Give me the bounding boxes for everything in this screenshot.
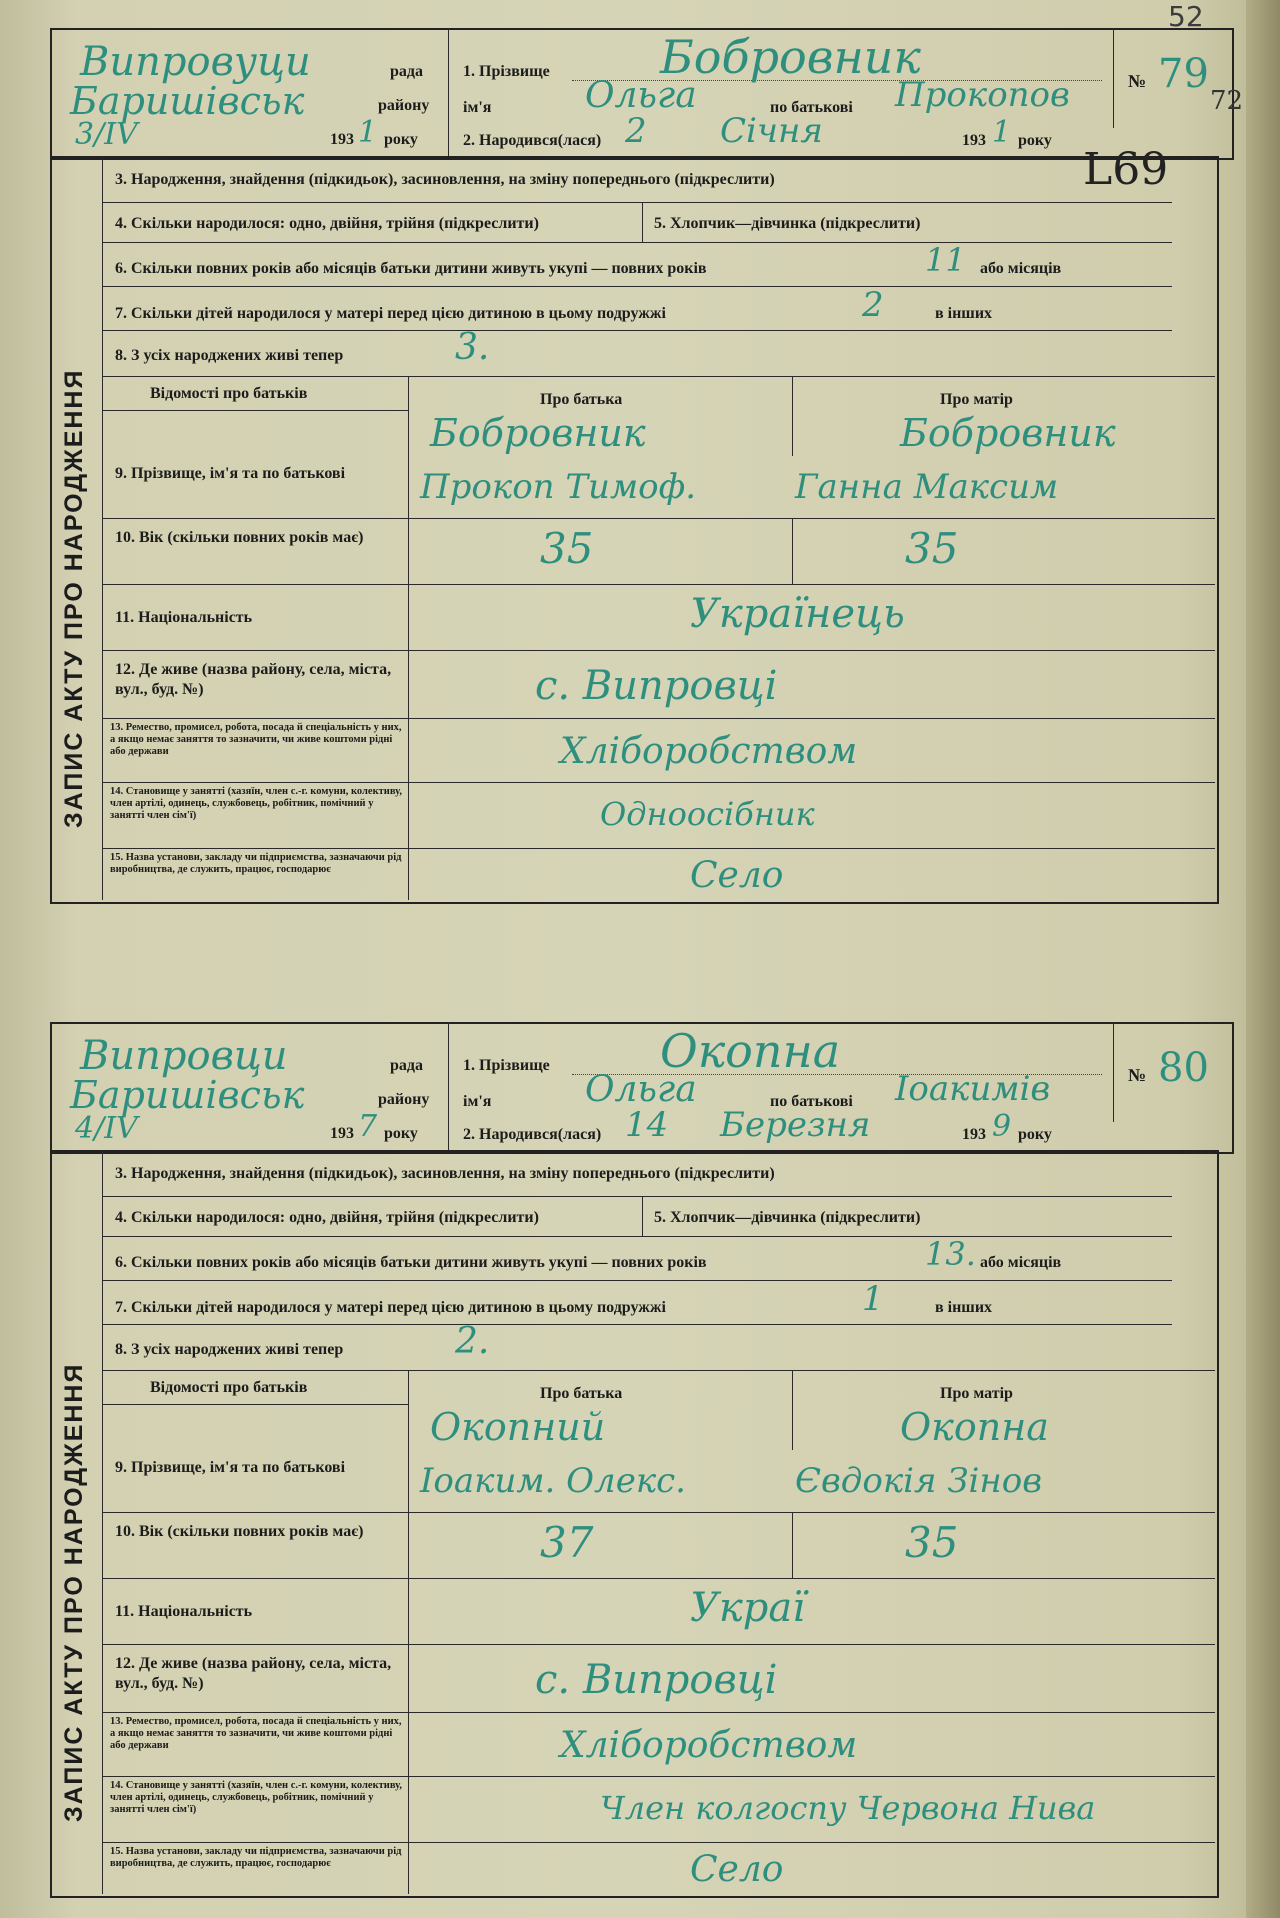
side-title: ЗАПИС АКТУ ПРО НАРОДЖЕННЯ xyxy=(60,368,88,828)
name-label: ім'я xyxy=(463,99,492,116)
col-father-header: Про батька xyxy=(540,1385,623,1402)
father-name-1: Бобровник xyxy=(430,411,646,455)
row13-label: 13. Ремество, промисел, робота, посада й спеціальність у них, а якщо немає заняття то зазначити, чи живе коштоми рідні або держави xyxy=(110,1716,402,1751)
q7-value: 1 xyxy=(862,1279,884,1319)
row15-label: 15. Назва установи, закладу чи підприємства, зазначаючи рід виробництва, де служить, працює, господарює xyxy=(110,852,402,875)
col-mother-header: Про матір xyxy=(940,391,1013,408)
row14-label: 14. Становище у занятті (хазяїн, член с.-г. комуни, колективу, член артілі, одинець, службовець, робітник, помічний у занятті член сім'ї) xyxy=(110,786,402,821)
surname-value: Бобровник xyxy=(660,30,921,84)
nationality-value: Украї xyxy=(690,1585,806,1631)
q6b-label: або місяців xyxy=(980,1254,1062,1271)
record-number: 80 xyxy=(1158,1045,1209,1091)
raion-value: Баришівськ xyxy=(70,1073,305,1117)
row13-label: 13. Ремество, промисел, робота, посада й спеціальність у них, а якщо немає заняття то зазначити, чи живе коштоми рідні або держави xyxy=(110,722,402,757)
address-value: с. Випровці xyxy=(535,663,778,709)
q7-label: 7. Скільки дітей народилося у матері перед цією дитиною в цьому подружжі xyxy=(115,305,666,322)
row11-label: 11. Національність xyxy=(115,1603,253,1620)
occupation-value: Хліборобством xyxy=(560,1725,858,1766)
surname-label: 1. Прізвище xyxy=(463,1057,550,1074)
raion-value: Баришівськ xyxy=(70,79,305,123)
extra-mark: L69 xyxy=(1083,144,1169,195)
surname-label: 1. Прізвище xyxy=(463,63,550,80)
name-value: Ольга xyxy=(585,75,697,116)
year-value: 1 xyxy=(358,115,378,150)
row15-label: 15. Назва установи, закладу чи підприємства, зазначаючи рід виробництва, де служить, працює, господарює xyxy=(110,1846,402,1869)
born-year-label: 193 xyxy=(962,1126,986,1143)
q6-value: 11 xyxy=(925,241,966,279)
born-year-value: 1 xyxy=(992,115,1012,150)
rada-value: Випровуци xyxy=(80,39,311,85)
mother-age: 35 xyxy=(905,1518,959,1567)
row14-label: 14. Становище у занятті (хазяїн, член с.-г. комуни, колективу, член артілі, одинець, службовець, робітник, помічний у занятті член сім'ї) xyxy=(110,1780,402,1815)
number-label: № xyxy=(1128,1065,1147,1085)
page-corner-number: 52 xyxy=(1168,0,1204,33)
year-value: 7 xyxy=(358,1109,378,1144)
rada-label: рада xyxy=(390,1057,423,1074)
q8-value: 3. xyxy=(455,327,490,368)
rada-value: Випровци xyxy=(80,1033,288,1079)
roku-label: року xyxy=(384,1125,418,1142)
born-month-value: Січня xyxy=(720,111,823,151)
birth-record-0 xyxy=(0,18,1280,918)
q8-label: 8. З усіх народжених живі тепер xyxy=(115,347,344,364)
father-age: 35 xyxy=(540,524,594,573)
q7b-label: в інших xyxy=(935,1299,993,1316)
page-side-number: 72 xyxy=(1210,86,1244,116)
name-value: Ольга xyxy=(585,1069,697,1110)
nationality-value: Українець xyxy=(690,591,905,637)
address-value: с. Випровці xyxy=(535,1657,778,1703)
mother-name-2: Євдокія Зінов xyxy=(795,1461,1043,1501)
row9-label: 9. Прізвище, ім'я та по батькові xyxy=(115,1459,346,1476)
row12-label: 12. Де живе (назва району, села, міста, вул., буд. №) xyxy=(115,661,392,698)
mother-name-2: Ганна Максим xyxy=(795,467,1059,507)
position-value: Одноосібник xyxy=(600,795,815,833)
date-value: 4/IV xyxy=(75,1111,138,1146)
father-name-1: Окопний xyxy=(430,1405,606,1449)
year-prefix-label: 193 xyxy=(330,131,354,148)
q4-label: 4. Скільки народилося: одно, двійня, трійня (підкреслити) xyxy=(115,215,539,232)
born-roku-label: року xyxy=(1018,132,1052,149)
col-father-header: Про батька xyxy=(540,391,623,408)
rada-label: рада xyxy=(390,63,423,80)
col-info-header: Відомості про батьків xyxy=(150,385,308,402)
born-label: 2. Народився(лася) xyxy=(463,132,602,149)
birth-record-1 xyxy=(0,1012,1280,1912)
row9-label: 9. Прізвище, ім'я та по батькові xyxy=(115,465,346,482)
side-title: ЗАПИС АКТУ ПРО НАРОДЖЕННЯ xyxy=(60,1362,88,1822)
col-info-header: Відомості про батьків xyxy=(150,1379,308,1396)
institution-value: Село xyxy=(690,855,784,896)
raion-label: району xyxy=(378,97,430,114)
q7-value: 2 xyxy=(862,285,884,325)
surname-value: Окопна xyxy=(660,1024,841,1078)
patronymic-value: Прокопов xyxy=(895,75,1070,115)
q5-label: 5. Хлопчик—дівчинка (підкреслити) xyxy=(654,1209,921,1226)
row11-label: 11. Національність xyxy=(115,609,253,626)
q6-label: 6. Скільки повних років або місяців батьки дитини живуть укупі — повних років xyxy=(115,1254,707,1271)
year-prefix-label: 193 xyxy=(330,1125,354,1142)
q7b-label: в інших xyxy=(935,305,993,322)
q6-value: 13. xyxy=(925,1235,976,1273)
row10-label: 10. Вік (скільки повних років має) xyxy=(115,529,364,546)
q7-label: 7. Скільки дітей народилося у матері перед цією дитиною в цьому подружжі xyxy=(115,1299,666,1316)
born-year-value: 9 xyxy=(992,1109,1012,1144)
position-value: Член колгоспу Червона Нива xyxy=(600,1789,1096,1827)
q5-label: 5. Хлопчик—дівчинка (підкреслити) xyxy=(654,215,921,232)
father-age: 37 xyxy=(540,1518,594,1567)
q6-label: 6. Скільки повних років або місяців батьки дитини живуть укупі — повних років xyxy=(115,260,707,277)
born-year-label: 193 xyxy=(962,132,986,149)
row10-label: 10. Вік (скільки повних років має) xyxy=(115,1523,364,1540)
q4-label: 4. Скільки народилося: одно, двійня, трійня (підкреслити) xyxy=(115,1209,539,1226)
patronymic-label: по батькові xyxy=(770,1093,853,1110)
father-name-2: Іоаким. Олекс. xyxy=(420,1461,686,1501)
born-month-value: Березня xyxy=(720,1105,871,1145)
q3-label: 3. Народження, знайдення (підкидьок), засиновлення, на зміну попереднього (підкреслити) xyxy=(115,171,775,188)
col-mother-header: Про матір xyxy=(940,1385,1013,1402)
patronymic-value: Іоакимів xyxy=(895,1069,1051,1109)
father-name-2: Прокоп Тимоф. xyxy=(420,467,697,507)
q6b-label: або місяців xyxy=(980,260,1062,277)
born-day-value: 14 xyxy=(625,1105,669,1145)
row12-label: 12. Де живе (назва району, села, міста, вул., буд. №) xyxy=(115,1655,392,1692)
raion-label: району xyxy=(378,1091,430,1108)
roku-label: року xyxy=(384,131,418,148)
date-value: 3/IV xyxy=(75,117,138,152)
institution-value: Село xyxy=(690,1849,784,1890)
occupation-value: Хліборобством xyxy=(560,731,858,772)
q3-label: 3. Народження, знайдення (підкидьок), засиновлення, на зміну попереднього (підкреслити) xyxy=(115,1165,775,1182)
born-roku-label: року xyxy=(1018,1126,1052,1143)
q8-value: 2. xyxy=(455,1321,490,1362)
q8-label: 8. З усіх народжених живі тепер xyxy=(115,1341,344,1358)
mother-name-1: Окопна xyxy=(900,1405,1049,1449)
name-label: ім'я xyxy=(463,1093,492,1110)
born-day-value: 2 xyxy=(625,111,647,151)
patronymic-label: по батькові xyxy=(770,99,853,116)
mother-name-1: Бобровник xyxy=(900,411,1116,455)
mother-age: 35 xyxy=(905,524,959,573)
record-number: 79 xyxy=(1158,51,1209,97)
number-label: № xyxy=(1128,71,1147,91)
born-label: 2. Народився(лася) xyxy=(463,1126,602,1143)
